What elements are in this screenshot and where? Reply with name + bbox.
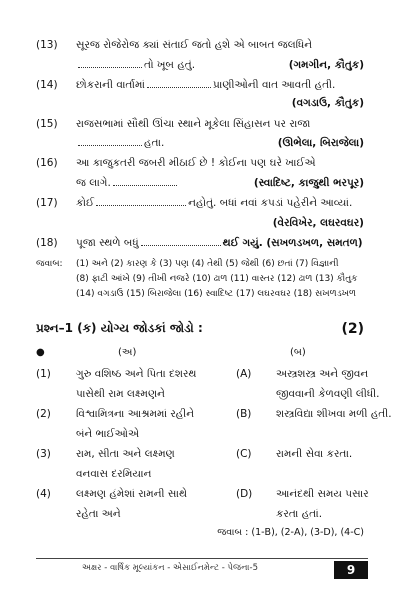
question-number: (16) (36, 157, 58, 169)
footer-text: અક્ષર - વાર્ષિક મૂલ્યાંકન - એસાઈનમેન્ટ - પેજના-5 (82, 563, 258, 573)
match-a-line: ગુરુ વશિષ્ઠ અને પિતા દશરથ (76, 368, 197, 380)
question-number: (14) (36, 79, 58, 91)
section-title: પ્રશ્ન–1 (ક) યોગ્ય જોડકાં જોડો : (36, 321, 203, 335)
match-a-line: બંને ભાઈઓએ (76, 428, 140, 440)
question-text-continued (76, 176, 179, 190)
match-b-letter: (D) (236, 488, 253, 500)
match-a-line: વિશ્વામિત્રના આશ્રમમાં રહીને (76, 408, 195, 420)
question-text: તો ખૂબ હતું. (144, 59, 196, 71)
question-text-continued (76, 58, 195, 72)
blank (147, 79, 211, 88)
match-b-letter: (A) (236, 368, 252, 380)
match-a-text (76, 404, 194, 444)
question-number: (18) (36, 237, 58, 249)
question-text-part: પ્રાણીઓની વાત આવતી હતી. (212, 79, 336, 91)
blank (78, 137, 142, 146)
options: (સ્વાદિષ્ટ, કાજુથી ભરપૂર) (253, 177, 364, 189)
question-text-part: કોઈ (76, 197, 95, 209)
match-answer: જવાબ : (1-B), (2-A), (3-D), (4-C) (217, 527, 364, 538)
match-a-text (76, 364, 196, 404)
answer-key (36, 257, 376, 301)
question-text-part: પૂજા સ્થળે બધું (76, 237, 139, 249)
question-number: (17) (36, 197, 58, 209)
question-text: હતા. (144, 137, 165, 149)
match-number: (3) (36, 448, 51, 460)
question-number: (13) (36, 39, 58, 51)
match-a-text (76, 444, 175, 484)
blank (113, 177, 177, 186)
column-b-header: (બ) (290, 347, 306, 358)
question-number: (15) (36, 118, 58, 130)
question-text: સૂરજ રોજેરોજ ક્યાં સંતાઈ જતો હશે એ બાબત જલધિને (76, 39, 313, 51)
match-b-text (276, 364, 380, 404)
answer-line: (1) અને (2) કારણ કે (3) પણ (4) તેથી (5) જેથી (6) છતાં (7) વિજ્ઞાની (76, 259, 339, 269)
blank (141, 237, 221, 246)
match-b-line: આનંદથી સમય પસાર (276, 488, 369, 500)
match-number: (4) (36, 488, 51, 500)
match-b-text (276, 444, 352, 464)
match-b-text (276, 484, 369, 524)
question-text (76, 196, 352, 210)
match-b-text (276, 404, 392, 424)
match-number: (2) (36, 408, 51, 420)
blank (78, 59, 142, 68)
question-text-continued (76, 136, 164, 150)
blank (96, 197, 186, 206)
options: (ગમગીન, કૌતુક) (288, 59, 364, 71)
question-text-part: થઈ ગયું. (સખળડખળ, સમતળ) (222, 237, 363, 249)
question-text: આ કાજુકતરી જબરી મીઠાઈ છે ! કોઈના પણ ઘરે ખાઈએ (76, 157, 316, 169)
question-text: જ લાગે. (76, 177, 111, 189)
options: (ઊભેલા, બિરાજેલા) (277, 137, 364, 149)
match-a-text (76, 484, 187, 524)
question-text (76, 78, 335, 92)
question-text: રાજસભામાં સૌથી ઊંચા સ્થાને મૂકેલા સિંહાસન પર રાજા (76, 118, 311, 130)
page-number: 9 (334, 561, 368, 579)
match-a-line: રહેતા અને (76, 508, 121, 520)
match-b-letter: (C) (236, 448, 252, 460)
answer-line: (8) ફાટી આંખે (9) તીખી નજરે (10) ઢાળ (11) વાસ્તર (12) ઢાળ (13) કૌતુક (76, 274, 358, 284)
section-marks: (2) (341, 321, 364, 337)
question-text (76, 236, 363, 250)
options: (વગડાઉ, કૌતુક) (291, 97, 364, 109)
match-a-line: રામ, સીતા અને લક્ષ્મણ (76, 448, 175, 460)
match-number: (1) (36, 368, 51, 380)
answer-label: જવાબ: (36, 259, 63, 269)
match-a-line: લક્ષ્મણ હંમેશાં રામની સાથે (76, 488, 188, 500)
match-b-line: રામની સેવા કરતા. (276, 448, 353, 460)
column-a-header: (અ) (118, 347, 137, 358)
match-a-line: પાસેથી રામ લક્ષ્મણને (76, 388, 165, 400)
answer-line: (14) વગડાઉ (15) બિરાજેલા (16) સ્વાદિષ્ટ (17) લઘરવઘર (18) સખળડખળ (76, 289, 357, 299)
match-b-line: શસ્ત્રવિદ્યા શીખવા મળી હતી. (276, 408, 392, 420)
question-text-part: નહોતું. બધાં નવાં કપડાં પહેરીને આવ્યાં. (188, 197, 353, 209)
match-a-line: વનવાસ દરમિયાન (76, 468, 152, 480)
question-text-part: છોકરાની વાર્તામાં (76, 79, 145, 91)
match-b-line: જીવવાની કેળવણી લીધી. (276, 388, 380, 400)
match-b-line: કરતા હતાં. (276, 508, 323, 520)
match-b-letter: (B) (236, 408, 252, 420)
match-b-line: અસ્ત્રશસ્ત્ર અને જીવન (276, 368, 369, 380)
options: (વેરવિખેર, લઘરવઘર) (272, 217, 364, 229)
bullet: ● (36, 347, 45, 358)
page-footer (36, 558, 368, 579)
